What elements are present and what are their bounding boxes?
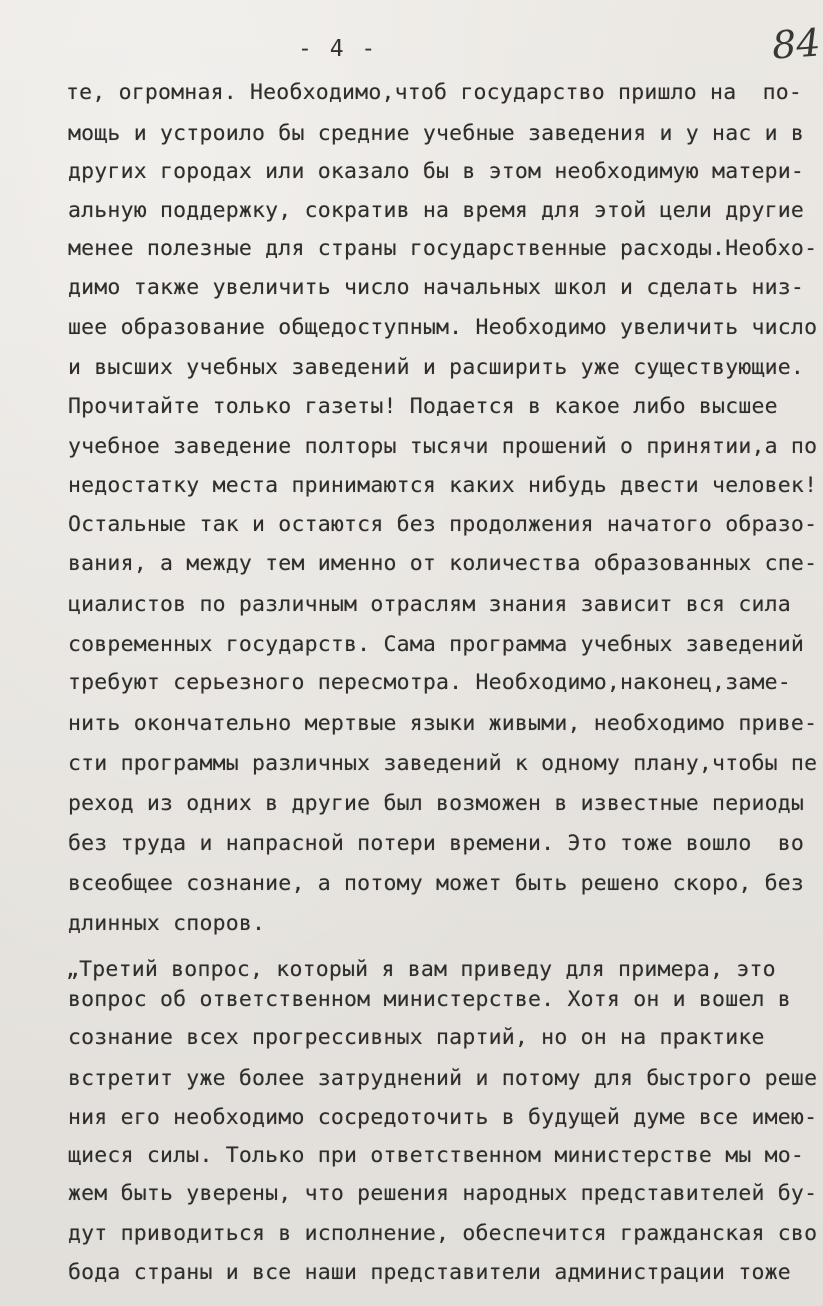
text-line: недостатку места принимаются каких нибудь двести человек!	[68, 473, 818, 498]
text-line: дут приводиться в исполнение, обеспечится гражданская сво	[68, 1221, 818, 1246]
text-line: димо также увеличить число начальных школ и сделать низ-	[68, 275, 805, 300]
text-line: менее полезные для страны государственные расходы.Необхо-	[68, 236, 818, 261]
text-line: ния его необходимо сосредоточить в будущей думе все имею-	[68, 1105, 818, 1130]
text-line: нить окончательно мертвые языки живыми, необходимо приве-	[68, 711, 818, 736]
text-line: бода страны и все наши представители администрации тоже	[68, 1260, 791, 1285]
text-line: жем быть уверены, что решения народных представителей бу-	[68, 1181, 818, 1206]
text-line: циалистов по различным отраслям знания зависит вся сила	[68, 592, 791, 617]
page-number: - 4 -	[298, 36, 378, 62]
text-line: всеобщее сознание, а потому может быть решено скоро, без	[68, 871, 805, 896]
text-line: длинных споров.	[68, 911, 266, 936]
text-line: сти программы различных заведений к одному плану,чтобы пе	[68, 751, 818, 776]
text-line: альную поддержку, сократив на время для этой цели другие	[68, 198, 805, 223]
text-line: реход из одних в другие был возможен в известные периоды	[68, 791, 805, 816]
text-line: вопрос об ответственном министерстве. Хотя он и вошел в	[68, 987, 791, 1012]
text-line: требуют серьезного пересмотра. Необходимо,наконец,заме-	[68, 670, 791, 695]
text-line: учебное заведение полторы тысячи прошений о принятии,а по	[68, 434, 818, 459]
text-line: Остальные так и остаются без продолжения начатого образо-	[68, 512, 818, 537]
handwritten-archive-number: 84	[770, 20, 822, 68]
text-line: шее образование общедоступным. Необходимо увеличить число	[68, 315, 818, 340]
text-line: и высших учебных заведений и расширить уже существующие.	[68, 355, 805, 380]
text-line: встретит уже более затруднений и потому для быстрого реше	[68, 1066, 818, 1091]
text-line: без труда и напрасной потери времени. Это тоже вошло во	[68, 831, 805, 856]
text-line: щиеся силы. Только при ответственном министерстве мы мо-	[68, 1143, 805, 1168]
text-line: „Третий вопрос, который я вам приведу для примера, это	[66, 957, 776, 982]
text-line: других городах или оказало бы в этом необходимую матери-	[68, 159, 805, 184]
text-line: современных государств. Самa программa учебных заведений	[68, 632, 805, 657]
text-line: вания, а между тем именно от количества образованных спе-	[68, 551, 818, 576]
text-line: Прочитайте только газеты! Подается в какое либо высшее	[68, 394, 778, 419]
text-line: сознание всех прогрессивных партий, но он на практике	[68, 1025, 765, 1050]
text-line: мощь и устроило бы средние учебные заведения и у нас и в	[68, 121, 805, 146]
text-line: те, огромная. Необходимо,чтоб государство пришло на по-	[66, 80, 803, 105]
